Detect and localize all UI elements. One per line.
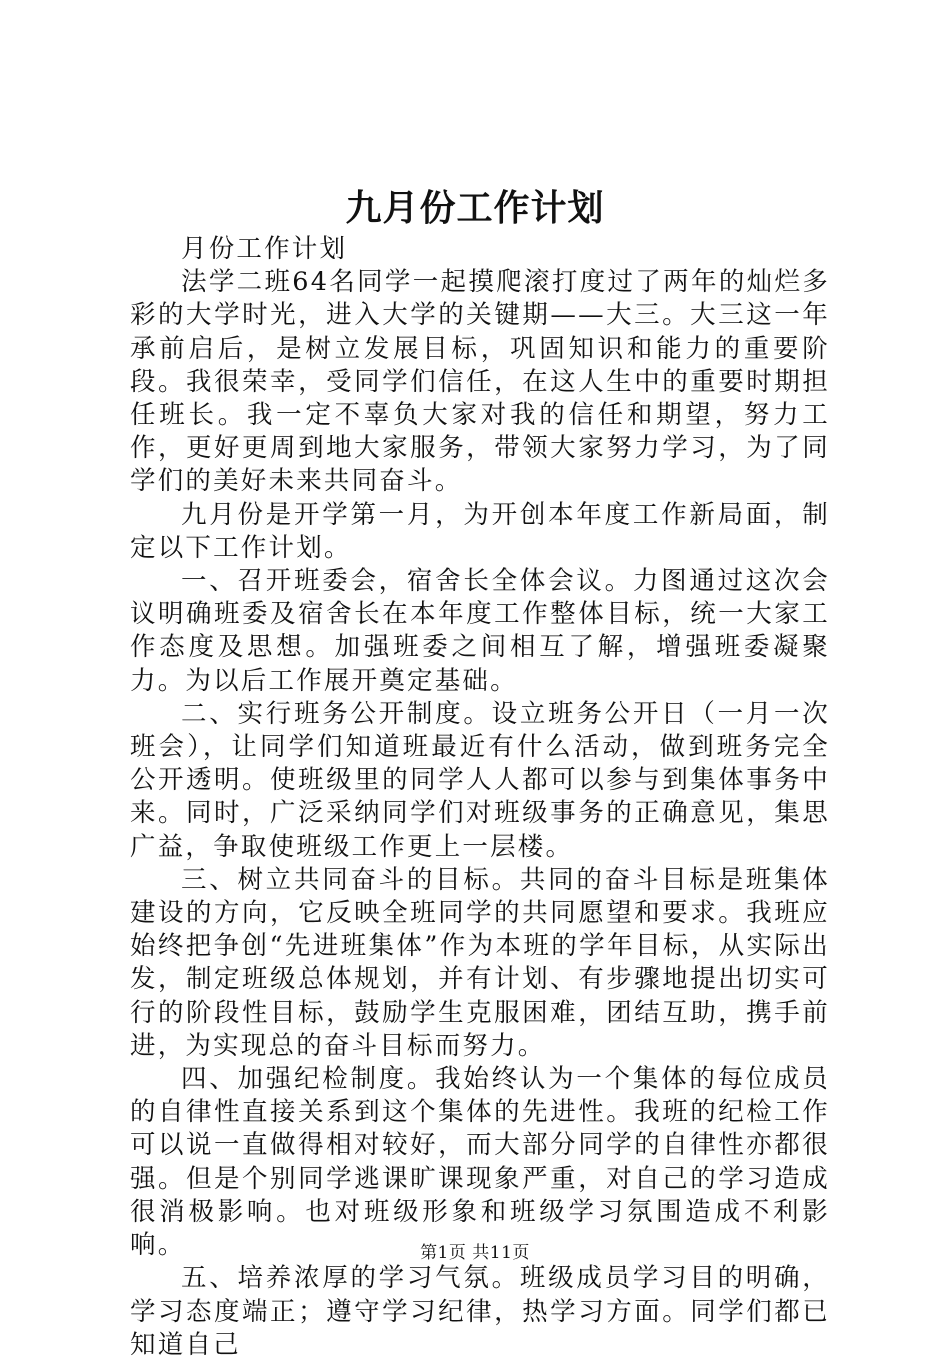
- body-paragraph-subtitle: 月份工作计划: [181, 234, 348, 264]
- document-body: [130, 233, 830, 1362]
- page-number-footer: 第1页 共11页: [420, 1243, 530, 1263]
- body-paragraph-item-5: 五、培养浓厚的学习气氛。班级成员学习目的明确，学习态度端正；遵守学习纪律，热学习方面。同学们都已知道自己: [130, 1263, 830, 1360]
- document-title: 九月份工作计划: [345, 187, 605, 229]
- body-paragraph-plan-intro: 九月份是开学第一月，为开创本年度工作新局面，制定以下工作计划。: [130, 499, 830, 563]
- body-paragraph-item-4: 四、加强纪检制度。我始终认为一个集体的每位成员的自律性直接关系到这个集体的先进性。我班的纪检工作可以说一直做得相对较好，而大部分同学的自律性亦都很强。但是个别同学逃课旷课现象严重，对自己的学习造成很消极影响。也对班级形象和班级学习氛围造成不利影响。: [130, 1064, 830, 1261]
- body-paragraph-item-2: 二、实行班务公开制度。设立班务公开日（一月一次班会），让同学们知道班最近有什么活动，做到班务完全公开透明。使班级里的同学人人都可以参与到集体事务中来。同时，广泛采纳同学们对班级事务的正确意见，集思广益，争取使班级工作更上一层楼。: [130, 698, 830, 862]
- body-paragraph-intro: 法学二班64名同学一起摸爬滚打度过了两年的灿烂多彩的大学时光，进入大学的关键期——大三。大三这一年承前启后，是树立发展目标，巩固知识和能力的重要阶段。我很荣幸，受同学们信任，在这人生中的重要时期担任班长。我一定不辜负大家对我的信任和期望，努力工作，更好更周到地大家服务，带领大家努力学习，为了同学们的美好未来共同奋斗。: [130, 267, 830, 497]
- body-paragraph-item-1: 一、召开班委会，宿舍长全体会议。力图通过这次会议明确班委及宿舍长在本年度工作整体目标，统一大家工作态度及思想。加强班委之间相互了解，增强班委凝聚力。为以后工作展开奠定基础。: [130, 566, 830, 696]
- body-paragraph-item-3: 三、树立共同奋斗的目标。共同的奋斗目标是班集体建设的方向，它反映全班同学的共同愿望和要求。我班应始终把争创“先进班集体”作为本班的学年目标，从实际出发，制定班级总体规划，并有计划、有步骤地提出切实可行的阶段性目标，鼓励学生克服困难，团结互助，携手前进，为实现总的奋斗目标而努力。: [130, 864, 830, 1061]
